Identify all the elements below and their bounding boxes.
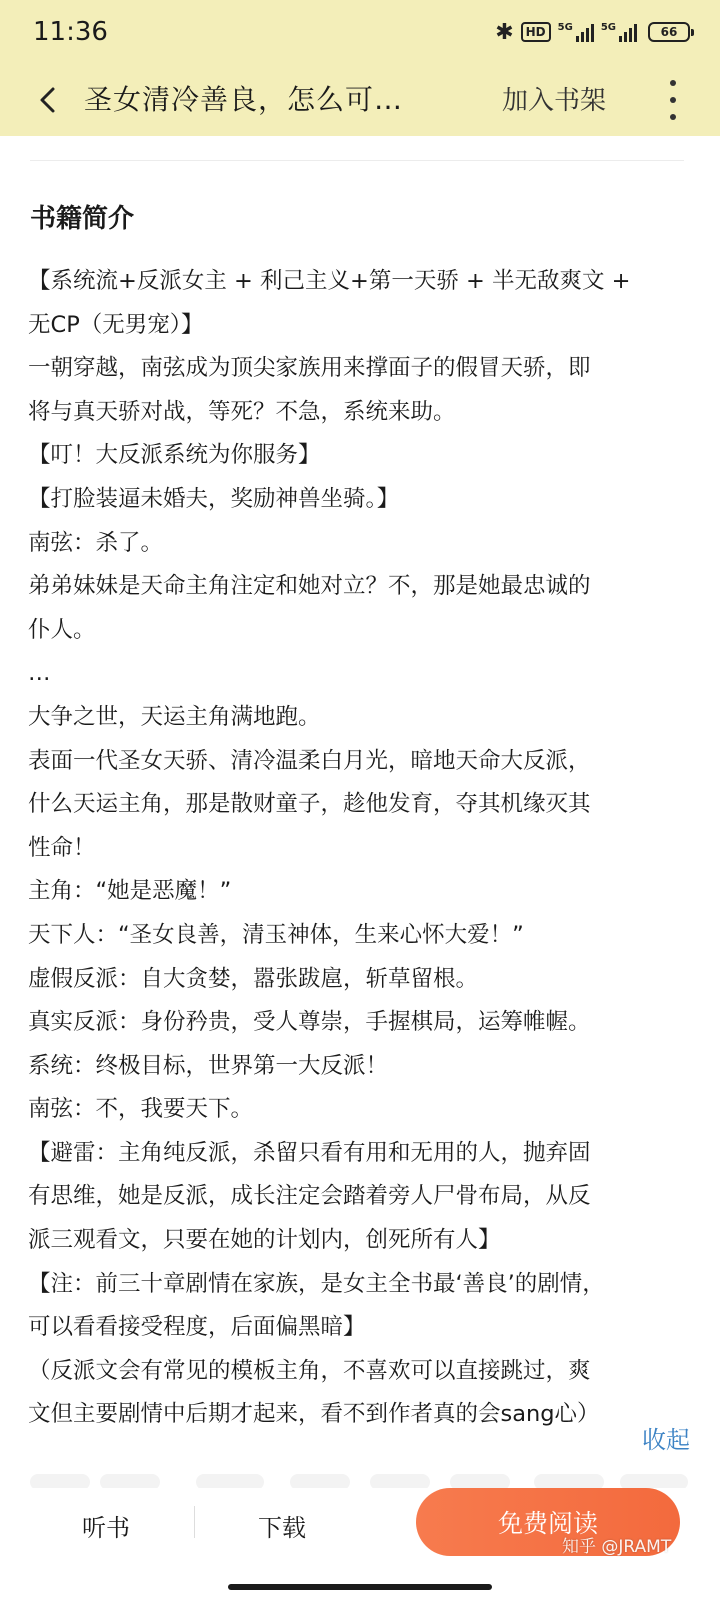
intro-line: 一朝穿越，南弦成为顶尖家族用来撑面子的假冒天骄，即 xyxy=(28,355,591,382)
more-icon[interactable] xyxy=(666,80,680,120)
add-to-shelf-button[interactable]: 加入书架 xyxy=(502,86,607,116)
signal-icon-2 xyxy=(601,22,637,42)
intro-line: 表面一代圣女天骄、清冷温柔白月光，暗地天命大反派， xyxy=(28,747,591,774)
book-intro xyxy=(28,260,694,1437)
signal-label: 5G xyxy=(557,22,573,33)
hd-badge: HD xyxy=(521,22,551,42)
download-button[interactable]: 下载 xyxy=(258,1514,306,1542)
intro-line: 南弦：杀了。 xyxy=(28,529,164,556)
bluetooth-icon: ✱ xyxy=(495,19,514,45)
intro-line: 虚假反派：自大贪婪，嚣张跋扈，斩草留根。 xyxy=(28,965,479,992)
status-bar xyxy=(0,0,720,64)
signal-icon xyxy=(558,22,594,42)
intro-line: … xyxy=(28,660,51,687)
intro-line: 可以看看接受程度，后面偏黑暗】 xyxy=(28,1314,366,1341)
intro-line: 文但主要剧情中后期才起来，看不到作者真的会sang心） xyxy=(28,1401,600,1428)
book-title: 圣女清冷善良，怎么可… xyxy=(84,83,404,116)
listen-button[interactable]: 听书 xyxy=(82,1514,130,1542)
header xyxy=(0,0,720,136)
read-free-label: 免费阅读 xyxy=(497,1509,598,1538)
intro-line: 将与真天骄对战，等死？不急，系统来助。 xyxy=(28,398,456,425)
intro-line: 无CP（无男宠）】 xyxy=(28,311,204,338)
intro-line: 【注：前三十章剧情在家族，是女主全书最‘善良’的剧情， xyxy=(28,1270,605,1297)
divider xyxy=(30,160,684,161)
intro-line: （反派文会有常见的模板主角，不喜欢可以直接跳过，爽 xyxy=(28,1357,591,1384)
intro-line: 系统：终极目标，世界第一大反派！ xyxy=(28,1052,389,1079)
watermark: 知乎 @JRAMT xyxy=(562,1537,672,1557)
intro-line: 弟弟妹妹是天命主角注定和她对立？不，那是她最忠诚的 xyxy=(28,573,591,600)
intro-line: 有思维，她是反派，成长注定会踏着旁人尸骨布局，从反 xyxy=(28,1183,591,1210)
home-indicator[interactable] xyxy=(228,1584,492,1590)
signal-label-2: 5G xyxy=(600,22,616,33)
intro-line: 【系统流+反派女主 + 利己主义+第一天骄 + 半无敌爽文 + xyxy=(28,268,631,294)
battery-icon: 66 xyxy=(648,22,690,42)
status-time: 11:36 xyxy=(33,17,108,47)
intro-line: 【叮！大反派系统为你服务】 xyxy=(28,442,321,469)
back-arrow-icon[interactable] xyxy=(34,86,62,114)
intro-line: 派三观看文，只要在她的计划内，创死所有人】 xyxy=(28,1227,501,1254)
intro-line: 【避雷：主角纯反派，杀留只看有用和无用的人，抛弃固 xyxy=(28,1139,591,1166)
status-icons xyxy=(495,20,690,45)
intro-line: 仆人。 xyxy=(28,616,96,643)
intro-line: 大争之世，天运主角满地跑。 xyxy=(28,703,321,730)
section-heading: 书籍简介 xyxy=(30,204,135,234)
nav-bar xyxy=(0,64,720,136)
intro-line: 什么天运主角，那是散财童子，趁他发育，夺其机缘灭其 xyxy=(28,791,591,818)
intro-line: 主角：“她是恶魔！” xyxy=(28,878,232,905)
intro-line: 【打脸装逼未婚夫，奖励神兽坐骑。】 xyxy=(28,485,400,512)
collapse-link[interactable]: 收起 xyxy=(642,1426,690,1454)
intro-line: 南弦：不，我要天下。 xyxy=(28,1096,254,1123)
intro-line: 性命！ xyxy=(28,834,96,861)
intro-line: 真实反派：身份矜贵，受人尊崇，手握棋局，运筹帷幄。 xyxy=(28,1009,591,1036)
separator xyxy=(194,1506,195,1538)
intro-line: 天下人：“圣女良善，清玉神体，生来心怀大爱！” xyxy=(28,921,524,948)
